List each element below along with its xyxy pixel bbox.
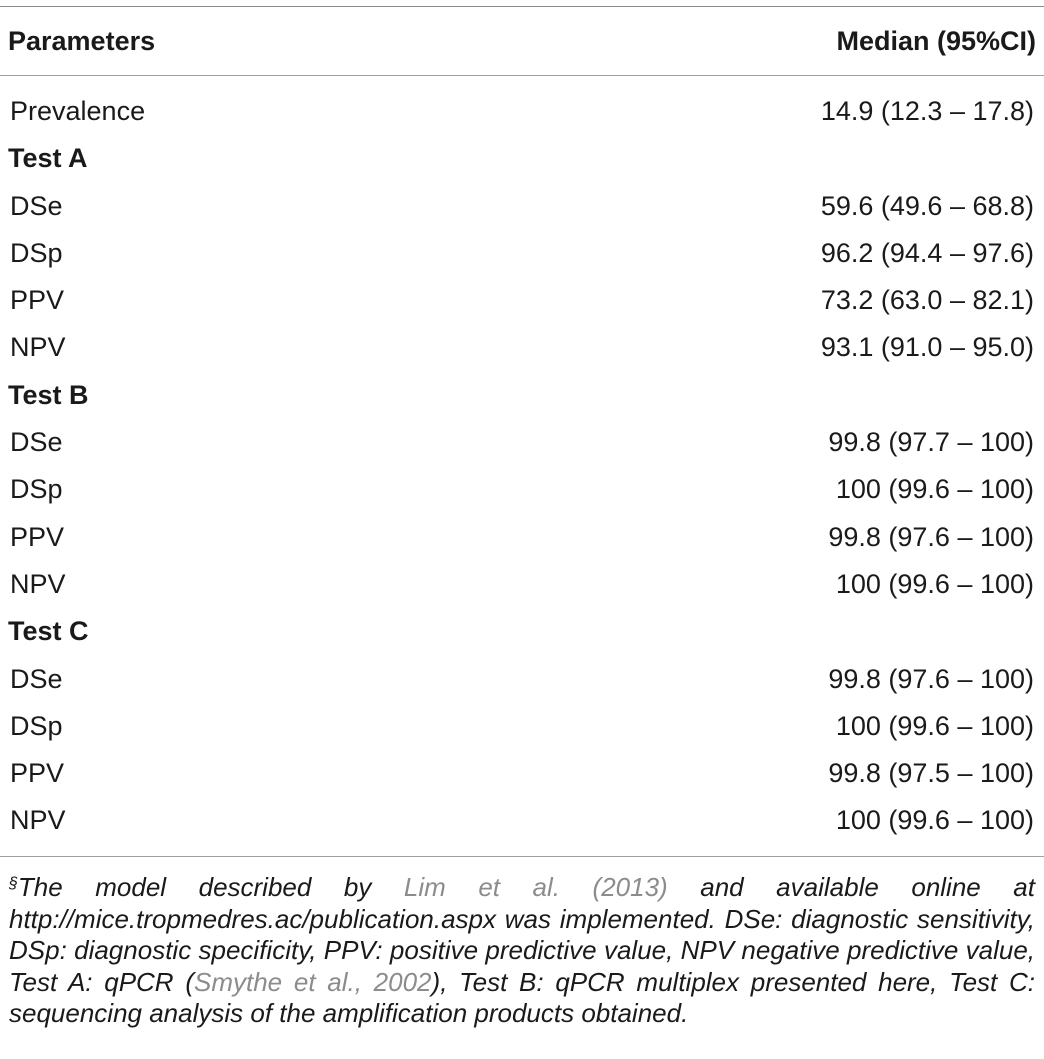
table-header-row [0,18,1044,64]
parameter-label: PPV [10,285,65,316]
parameter-label: NPV [10,568,66,599]
parameter-label: DSp [10,710,63,741]
parameter-label: PPV [10,758,65,789]
table-row [0,230,1044,277]
table-top-rule [0,6,1044,7]
median-ci-value: 99.8 (97.6 – 100) [828,521,1034,552]
group-label: Test B [8,379,89,410]
parameter-label: DSe [10,663,63,694]
citation-link-smythe-2002[interactable]: Smythe et al., 2002 [193,966,432,997]
table-group-row [0,135,1044,182]
table-row [0,183,1044,230]
median-ci-value: 96.2 (94.4 – 97.6) [820,237,1034,268]
table-row [0,514,1044,561]
parameter-label: DSp [10,237,63,268]
median-ci-value: 14.9 (12.3 – 17.8) [820,96,1034,126]
footnote-text-2: and available online at http://mice.tropmedres.ac/publication.aspx was implemented. DSe: diagnostic sensitivity, DSp: diagnostic specificity, PPV: positive predictive value, NPV negative predictive value, Test A: qPCR ( [9,872,1035,997]
median-ci-value: 93.1 (91.0 – 95.0) [820,332,1034,363]
median-ci-value: 99.8 (97.7 – 100) [828,427,1034,458]
citation-link-lim-2013[interactable]: Lim et al. (2013) [403,872,668,902]
parameter-label: DSp [10,474,63,505]
table-bottom-rule [0,856,1044,857]
table-row [0,419,1044,466]
table-footnote [9,872,1035,1030]
parameter-label: DSe [10,427,63,458]
table-body [0,88,1044,845]
table-row [0,703,1044,750]
table-row [0,324,1044,371]
parameter-label: PPV [10,521,65,552]
table-group-row [0,372,1044,419]
table-row [0,561,1044,608]
header-parameters: Parameters [8,26,156,56]
table-row [0,88,1044,135]
table-row [0,277,1044,324]
footnote-text-1: The model described by [17,872,404,902]
table-group-row [0,608,1044,655]
median-ci-value: 100 (99.6 – 100) [835,474,1034,505]
header-median: Median (95%CI) [836,26,1036,56]
median-ci-value: 99.8 (97.5 – 100) [828,758,1034,789]
parameter-label: Prevalence [10,96,146,126]
footnote-marker: § [9,875,18,892]
median-ci-value: 100 (99.6 – 100) [835,805,1034,836]
median-ci-value: 73.2 (63.0 – 82.1) [820,285,1034,316]
parameter-label: NPV [10,805,66,836]
median-ci-value: 59.6 (49.6 – 68.8) [820,190,1034,221]
group-label: Test C [8,616,89,647]
median-ci-value: 100 (99.6 – 100) [835,568,1034,599]
parameter-label: DSe [10,190,63,221]
median-ci-value: 100 (99.6 – 100) [835,710,1034,741]
parameter-label: NPV [10,332,66,363]
table-header-rule [0,75,1044,76]
group-label: Test A [8,143,88,174]
table-row [0,656,1044,703]
table-row [0,466,1044,513]
footnote-text-3: ), Test B: qPCR multiplex presented here, Test C: sequencing analysis of the amplification products obtained. [9,966,1036,1028]
median-ci-value: 99.8 (97.6 – 100) [828,663,1034,694]
table-row [0,797,1044,844]
table-row [0,750,1044,797]
